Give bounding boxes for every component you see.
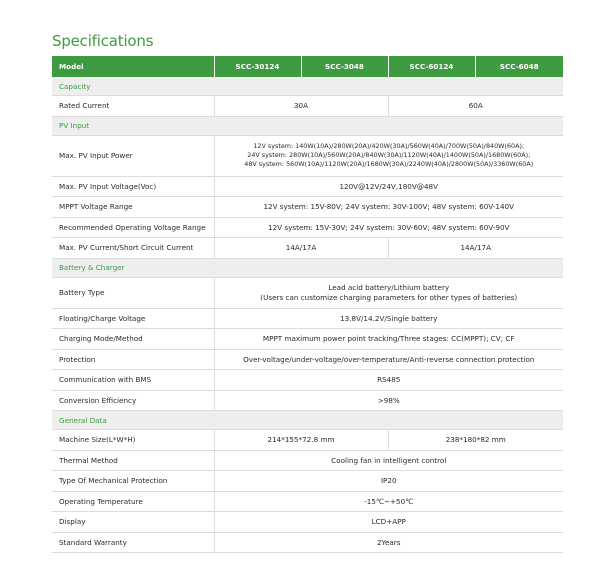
table-row <box>52 491 563 512</box>
table-row <box>52 349 563 370</box>
header-model-4: SCC-6048 <box>475 56 563 77</box>
table-row <box>52 450 563 471</box>
row-value: 30A <box>214 96 388 117</box>
row-value: 238*180*82 mm <box>388 430 563 451</box>
section-title: Capacity <box>52 77 563 96</box>
row-label: Max. PV Current/Short Circuit Current <box>52 238 214 259</box>
row-label: Operating Temperature <box>52 491 214 512</box>
table-row <box>52 197 563 218</box>
table-row <box>52 135 563 176</box>
table-row <box>52 277 563 308</box>
section-battery-charger <box>52 258 563 277</box>
table-row <box>52 329 563 350</box>
row-value: 12V system: 15V-80V; 24V system: 30V-100V; 48V system: 60V-140V <box>214 197 563 218</box>
row-value: 120V@12V/24V,180V@48V <box>214 176 563 197</box>
table-row <box>52 471 563 492</box>
row-label: Machine Size(L*W*H) <box>52 430 214 451</box>
row-value: 13.8V/14.2V/Single battery <box>214 308 563 329</box>
table-header <box>52 56 563 77</box>
table-row <box>52 238 563 259</box>
row-value: 12V system: 15V-30V; 24V system: 30V-60V; 48V system: 60V-90V <box>214 217 563 238</box>
row-label: Thermal Method <box>52 450 214 471</box>
section-general-data <box>52 411 563 430</box>
row-value: 214*155*72.8 mm <box>214 430 388 451</box>
row-label: Communication with BMS <box>52 370 214 391</box>
table-row <box>52 512 563 533</box>
row-value: -15℃~+50℃ <box>214 491 563 512</box>
row-label: Display <box>52 512 214 533</box>
header-model-3: SCC-60124 <box>388 56 475 77</box>
row-value: IP20 <box>214 471 563 492</box>
table-row <box>52 96 563 117</box>
row-label: Floating/Charge Voltage <box>52 308 214 329</box>
row-value: Cooling fan in intelligent control <box>214 450 563 471</box>
section-title: General Data <box>52 411 563 430</box>
header-model: Model <box>52 56 214 77</box>
row-value: LCD+APP <box>214 512 563 533</box>
section-title: Battery & Charger <box>52 258 563 277</box>
row-label: Rated Current <box>52 96 214 117</box>
row-label: Max. PV Input Voltage(Voc) <box>52 176 214 197</box>
pv-power-line-24v: 24V system: 280W(10A)/560W(20A)/840W(30A)/1120W(40A)/1400W(50A)/1680W(60A); <box>247 150 531 159</box>
row-value <box>214 277 563 308</box>
table-row <box>52 390 563 411</box>
row-value: Over-voltage/under-voltage/over-temperature/Anti-reverse connection protection <box>214 349 563 370</box>
section-capacity <box>52 77 563 96</box>
section-pv-input <box>52 116 563 135</box>
row-label: Charging Mode/Method <box>52 329 214 350</box>
section-title: PV Input <box>52 116 563 135</box>
row-label: Max. PV Input Power <box>52 135 214 176</box>
table-row <box>52 532 563 553</box>
table-row <box>52 176 563 197</box>
row-label: Type Of Mechanical Protection <box>52 471 214 492</box>
row-value <box>214 135 563 176</box>
row-value: 14A/17A <box>388 238 563 259</box>
row-label: Protection <box>52 349 214 370</box>
row-value: MPPT maximum power point tracking/Three stages: CC(MPPT); CV; CF <box>214 329 563 350</box>
pv-power-line-12v: 12V system: 140W(10A)/280W(20A)/420W(30A)/560W(40A)/700W(50A)/840W(60A); <box>253 141 525 150</box>
row-label: Battery Type <box>52 277 214 308</box>
page-title: Specifications <box>52 32 154 50</box>
battery-type-line: Lead acid battery/Lithium battery <box>328 282 450 292</box>
table-row <box>52 308 563 329</box>
table-row <box>52 430 563 451</box>
row-label: Conversion Efficiency <box>52 390 214 411</box>
header-model-2: SCC-3048 <box>301 56 388 77</box>
row-value: RS485 <box>214 370 563 391</box>
row-label: Standard Warranty <box>52 532 214 553</box>
row-value: 2Years <box>214 532 563 553</box>
battery-type-note: (Users can customize charging parameters for other types of batteries) <box>260 292 518 302</box>
header-model-1: SCC-30124 <box>214 56 301 77</box>
row-value: >98% <box>214 390 563 411</box>
table-row <box>52 370 563 391</box>
row-value: 60A <box>388 96 563 117</box>
table-row <box>52 217 563 238</box>
row-value: 14A/17A <box>214 238 388 259</box>
spec-table <box>52 56 563 553</box>
row-label: Recommended Operating Voltage Range <box>52 217 214 238</box>
row-label: MPPT Voltage Range <box>52 197 214 218</box>
pv-power-line-48v: 48V system: 560W(10A)/1120W(20A)/1680W(30A)/2240W(40A)/2800W(50A)/3360W(60A) <box>244 160 534 169</box>
